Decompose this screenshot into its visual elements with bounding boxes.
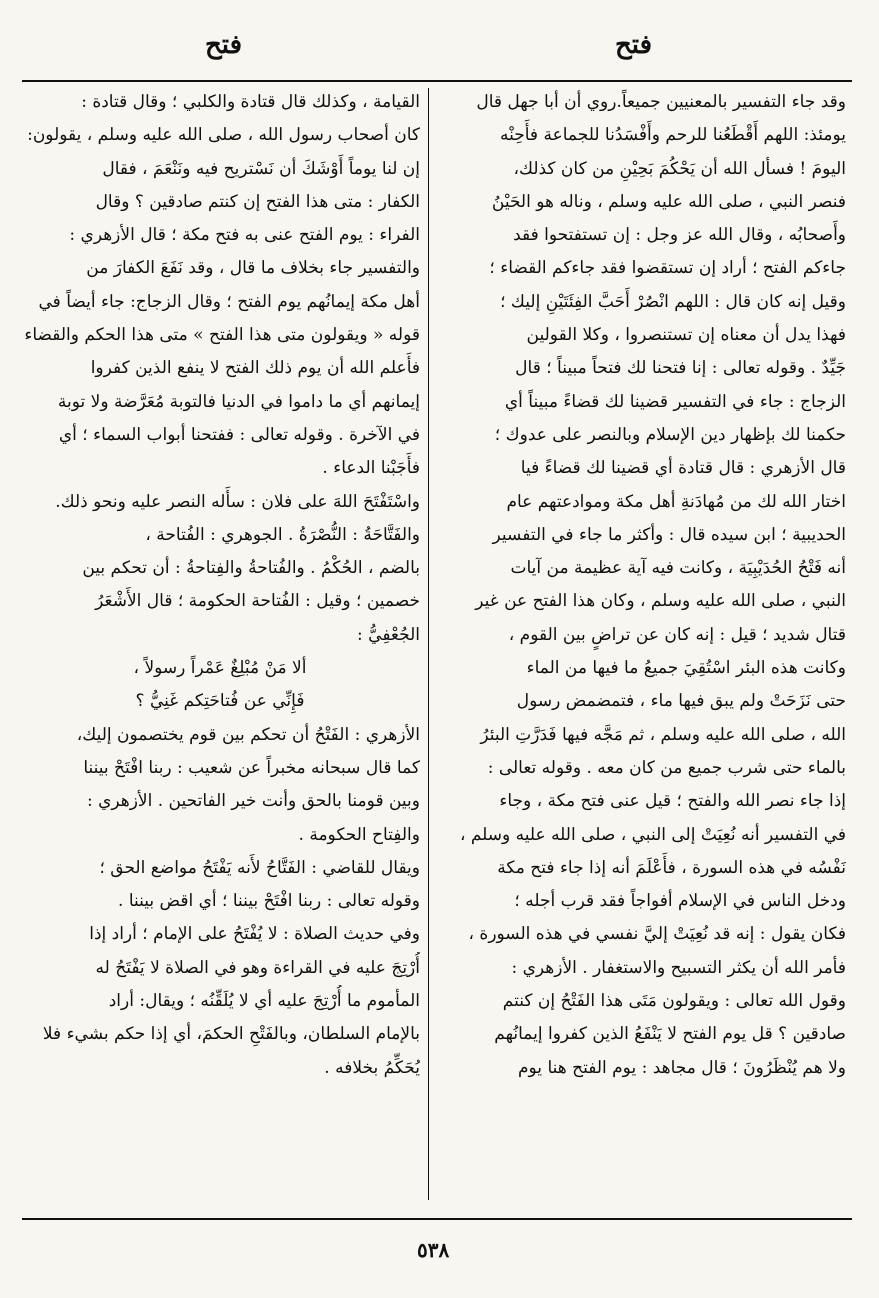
right-column — [441, 86, 846, 1085]
text-line: نَفْسُه في هذه السورة ، فأَعْلَمَ أنه إذا جاء فتح مكة — [497, 857, 846, 878]
text-line: فنصر النبي ، صلى الله عليه وسلم ، وناله هو الحَيْنُ — [491, 191, 846, 212]
text-line: إن لنا يوماً أَوْشَكَ أن نَسْتريح فيه ونَنْعَمَ ، فقال — [102, 158, 420, 179]
text-line: وقيل إنه كان قال : اللهم انْصُرْ أَحَبَّ الفِئَتَيْنِ إليك ؛ — [500, 291, 846, 312]
bottom-rule — [22, 1218, 852, 1220]
text-line: واسْتَفْتَحَ اللهَ على فلان : سأَله النصر عليه ونحو ذلك. — [55, 491, 420, 512]
text-line: وبين قومنا بالحق وأنت خير الفاتحين . الأزهري : — [86, 791, 420, 812]
text-line: جَيِّدٌ . وقوله تعالى : إنا فتحنا لك فتحاً مبيناً ؛ قال — [515, 358, 846, 379]
text-line: أهل مكة إيمانُهم يوم الفتح ؛ وقال الزجاج: جاء أيضاً في — [38, 291, 420, 312]
text-line: الحديبية ؛ ابن سيده قال : وأكثر ما جاء في التفسير — [492, 524, 846, 545]
text-line: ولا هم يُنْظَرُونَ ؛ قال مجاهد : يوم الفتح هنا يوم — [518, 1057, 846, 1078]
text-line: في الآخرة . وقوله تعالى : ففتحنا أبواب السماء ؛ أي — [58, 424, 420, 445]
text-line: الله ، صلى الله عليه وسلم ، ثم مَجَّه فيها فَدَرَّتِ البئرُ — [480, 724, 846, 745]
text-line: الزجاج : جاء في التفسير قضينا لك قضاءً مبيناً أي — [504, 391, 846, 412]
text-line: الفراء : يوم الفتح عنى به فتح مكة ؛ قال الأزهري : — [69, 225, 420, 246]
text-line: بالإمام السلطان، وبالفَتْحِ الحكمَ، أي إذا حكم بشيء فلا — [42, 1024, 420, 1045]
text-line: بالضم ، الحُكْمُ . والفُتاحةُ والفِتاحةُ : أن تحكم بين — [82, 558, 420, 579]
text-line: يومئذ: اللهم أَقْطَعُنا للرحم وأَفْسَدُنا للجماعة فأَحِنْه — [500, 125, 846, 146]
text-line: ويقال للقاضي : الفَتَّاحُ لأَنه يَفْتَحُ مواضع الحق ؛ — [99, 857, 420, 878]
verse-line: ألا مَنْ مُبْلِغٌ عَمْراً رسولاً ، — [133, 658, 307, 679]
text-line: والفَتَّاحَةُ : النُّصْرَةُ . الجوهري : الفُتاحة ، — [145, 524, 420, 545]
text-line: وقول الله تعالى : ويقولون مَتَى هذا الفَتْحُ إن كنتم — [502, 991, 846, 1012]
text-line: بالماء حتى شرب جميع من كان معه . وقوله تعالى : — [487, 757, 846, 778]
text-line: إيمانهم أي ما داموا في الدنيا فالتوبة مُعَرَّضة ولا توبة — [57, 391, 420, 412]
text-line: والتفسير جاء بخلاف ما قال ، وقد نَفَعَ الكفارَ من — [86, 258, 420, 279]
text-line: القيامة ، وكذلك قال قتادة والكلبي ؛ وقال قتادة : — [81, 92, 420, 112]
text-line: فأمر الله أن يكثر التسبيح والاستغفار . الأزهري : — [511, 957, 846, 978]
text-line: وقد جاء التفسير بالمعنيين جميعاً.روي أن أبا جهل قال — [476, 92, 846, 112]
text-line: النبي ، صلى الله عليه وسلم ، وكان هذا الفتح عن غير — [475, 591, 846, 612]
text-line: في التفسير أنه نُعِيَتْ إلى النبي ، صلى الله عليه وسلم ، — [459, 824, 846, 845]
text-line: قتال شديد ؛ قيل : إنه كان عن تراضٍ بين القوم ، — [508, 624, 846, 645]
text-line: جاءكم الفتح ؛ أراد إن تستقضوا فقد جاءكم القضاء ؛ — [489, 258, 846, 279]
text-line: قوله « ويقولون متى هذا الفتح » متى هذا الحكم والقضاء — [24, 325, 420, 346]
left-column — [20, 86, 420, 1085]
text-line: فأَعلم الله أن يوم ذلك الفتح لا ينفع الذين كفروا — [90, 358, 420, 379]
text-line: كما قال سبحانه مخبراً عن شعيب : ربنا افْتَحْ بيننا — [83, 757, 420, 778]
text-line: أُرْتِجَ عليه في القراءة وهو في الصلاة لا يَفْتَحُ له — [95, 957, 420, 978]
text-line: حتى نَزَحَتْ ولم يبق فيها ماء ، فتمضمض رسول — [516, 691, 846, 712]
verse-line: فَإِنِّي عن فُتاحَتِكم غَنِيُّ ؟ — [135, 691, 305, 712]
running-head-right: فتح — [615, 30, 653, 60]
text-line: إذا جاء نصر الله والفتح ؛ قيل عنى فتح مكة ، وجاء — [499, 791, 846, 812]
text-line: وقوله تعالى : ربنا افْتَحْ بيننا ؛ أي اقض بيننا . — [118, 891, 420, 912]
text-line: وكانت هذه البئر اسْتُقِيَ جميعُ ما فيها من الماء — [526, 658, 846, 679]
text-line: وفي حديث الصلاة : لا يُفْتَحُ على الإمام ؛ أراد إذا — [89, 924, 420, 945]
text-line: أنه فَتْحُ الحُدَيْبِيَة ، وكانت فيه آية عظيمة من آيات — [510, 558, 846, 579]
text-line: المأموم ما أُرْتِجَ عليه أي لا يُلَقِّنُه ؛ ويقال: أراد — [108, 991, 420, 1012]
text-line: والفِتاح الحكومة . — [298, 824, 420, 845]
top-rule — [22, 80, 852, 82]
text-line: ودخل الناس في الإسلام أفواجاً فقد قرب أجله ؛ — [514, 891, 846, 912]
column-divider — [428, 88, 429, 1200]
text-line: فهذا يدل أن معناه إن تستنصروا ، وكلا القولين — [526, 325, 846, 346]
text-line: الجُعْفِيُّ : — [357, 624, 420, 645]
text-line: اليومَ ! فسأل الله أن يَحْكُمَ بَحِيْنِ من كان كذلك، — [513, 158, 846, 179]
text-line: فأَجَبْنا الدعاء . — [322, 458, 420, 479]
text-line: حكمنا لك بإظهار دين الإسلام وبالنصر على عدوك ؛ — [494, 424, 846, 445]
text-line: الكفار : متى هذا الفتح إن كنتم صادقين ؟ وقال — [95, 191, 420, 212]
text-line: قال الأزهري : قال قتادة أي قضينا لك قضاءً فيا — [520, 458, 846, 479]
running-head-left: فتح — [205, 30, 243, 60]
text-line: اختار الله لك من مُهادَنةِ أهل مكة وموادعتهم عام — [506, 491, 846, 512]
text-line: خصمين ؛ وقيل : الفُتاحة الحكومة ؛ قال الأَشْعَرُ — [95, 591, 420, 612]
page-number: ٥٣٨ — [417, 1238, 450, 1262]
text-line: صادقين ؟ قل يوم الفتح لا يَنْفَعُ الذين كفروا إيمانُهم — [494, 1024, 846, 1045]
text-line: فكان يقول : إنه قد نُعِيَتْ إليَّ نفسي في هذه السورة ، — [468, 924, 846, 945]
text-line: الأزهري : الفَتْحُ أن تحكم بين قوم يختصمون إليك، — [76, 724, 420, 745]
text-line: وأَصحابُه ، وقال الله عز وجل : إن تستفتحوا فقد — [513, 225, 846, 246]
text-line: يُحَكِّمُ بخلافه . — [324, 1057, 420, 1078]
text-line: كان أصحاب رسول الله ، صلى الله عليه وسلم ، يقولون: — [27, 125, 420, 146]
